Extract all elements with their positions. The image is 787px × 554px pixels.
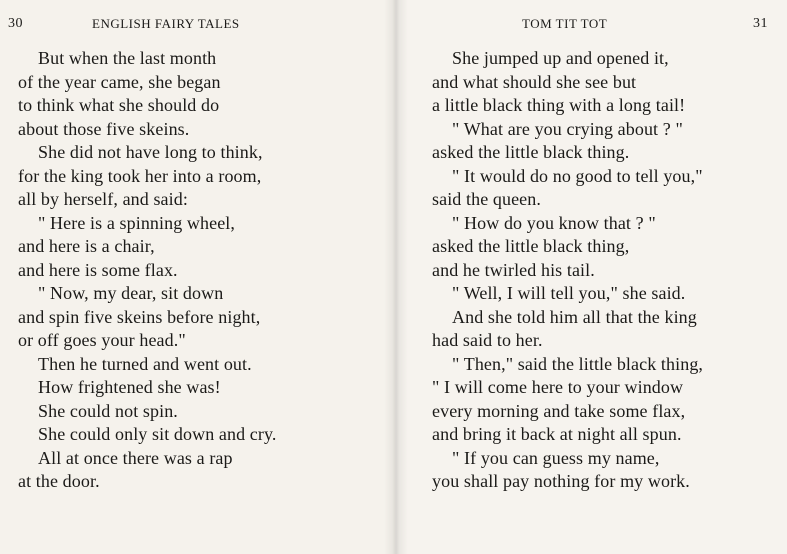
text-line: all by herself, and said: [18,189,188,209]
text-line: and here is a chair, [18,236,155,256]
right-page [395,0,787,554]
text-line: She did not have long to think, [38,142,263,162]
text-line: you shall pay nothing for my work. [432,471,690,491]
text-line: " How do you know that ? " [452,212,656,233]
text-line: asked the little black thing, [432,236,630,256]
text-line: for the king took her into a room, [18,165,262,186]
text-line: How frightened she was! [38,377,221,397]
text-line: " Now, my dear, sit down [38,283,224,303]
text-line: and here is some flax. [18,259,178,280]
text-line: Then he turned and went out. [38,353,252,374]
text-line: every morning and take some flax, [432,400,686,421]
text-line: And she told him all that the king [452,306,697,327]
text-line: a little black thing with a long tail! [432,95,686,115]
text-line: " Here is a spinning wheel, [38,212,235,233]
text-line: " It would do no good to tell you," [452,165,703,186]
text-line: All at once there was a rap [38,447,233,468]
text-line: or off goes your head." [18,330,186,350]
text-block [432,47,703,494]
page-gutter [384,0,408,554]
text-line: " I will come here to your window [432,377,684,397]
text-line: about those five skeins. [18,118,190,139]
text-line: had said to her. [432,330,543,350]
text-line: " If you can guess my name, [452,447,660,468]
text-line: asked the little black thing. [432,142,630,162]
text-line: at the door. [18,471,100,491]
text-line: " Then," said the little black thing, [452,353,704,374]
text-line: She jumped up and opened it, [452,48,669,68]
text-block [18,47,277,494]
text-line: She could not spin. [38,400,178,421]
text-line: to think what she should do [18,95,220,115]
text-line: of the year came, she began [18,71,221,92]
running-title: ENGLISH FAIRY TALES [92,16,240,31]
running-title: TOM TIT TOT [522,16,608,31]
text-line: But when the last month [38,48,217,68]
text-line: and bring it back at night all spun. [432,424,682,444]
text-line: " What are you crying about ? " [452,118,683,139]
text-line: and spin five skeins before night, [18,306,261,327]
text-line: and he twirled his tail. [432,259,595,280]
text-line: said the queen. [432,189,541,209]
page-number: 30 [8,16,23,31]
page-number: 31 [753,16,768,31]
text-line: " Well, I will tell you," she said. [452,283,686,303]
text-line: and what should she see but [432,71,637,92]
text-line: She could only sit down and cry. [38,424,277,444]
